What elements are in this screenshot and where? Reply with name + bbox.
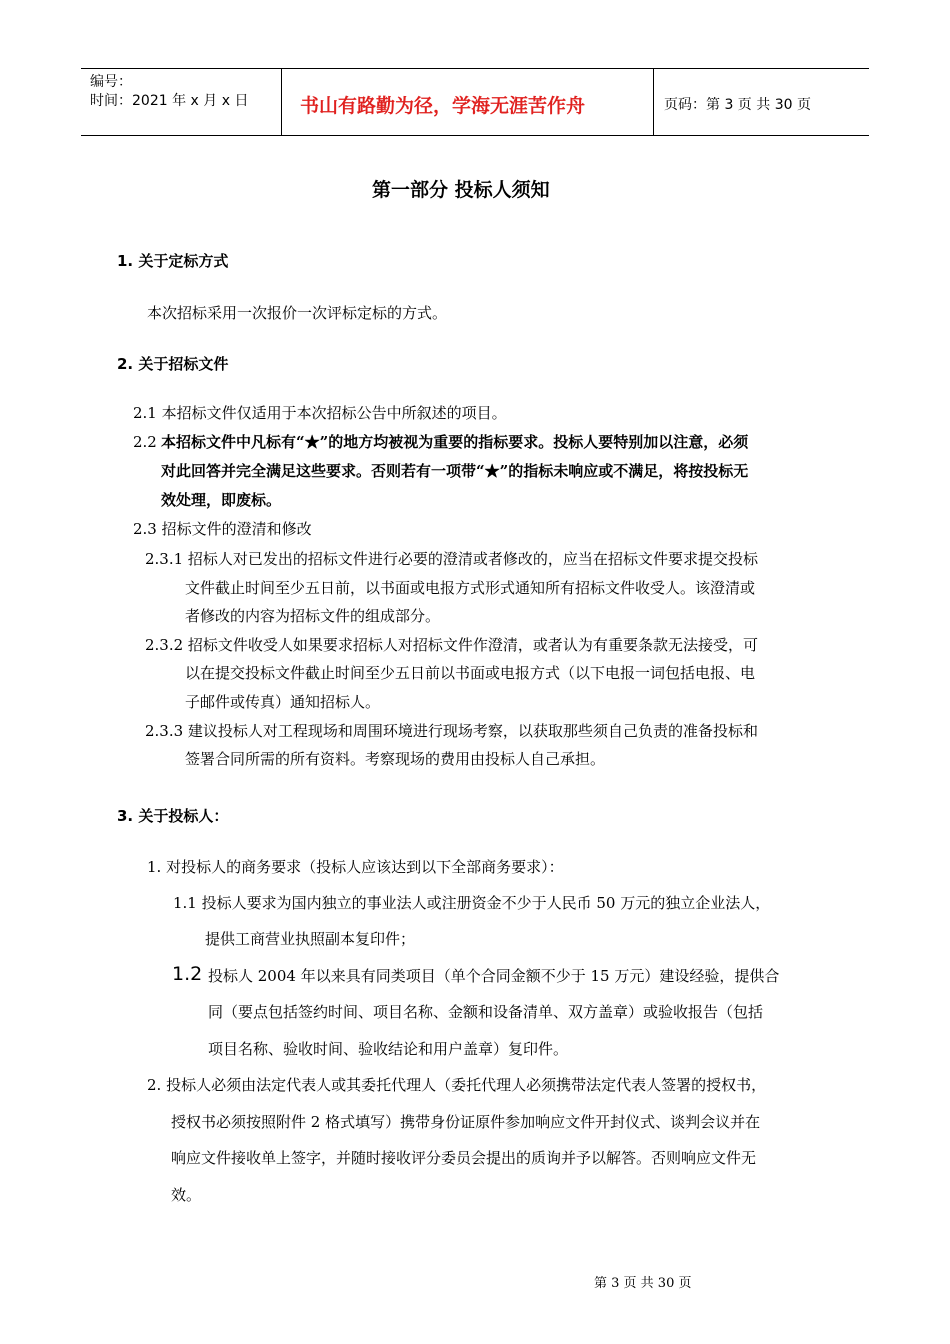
header-divider	[281, 69, 282, 135]
clause-2-3-1: 者修改的内容为招标文件的组成部分。	[185, 607, 441, 625]
clause-2-3-2: 2.3.2 招标文件收受人如果要求招标人对招标文件作澄清，或者认为有重要条款无法接受，可	[145, 636, 758, 654]
section-heading: 1. 关于定标方式	[117, 252, 229, 270]
clause-2-1: 2.1 本招标文件仅适用于本次招标公告中所叙述的项目。	[133, 404, 507, 422]
clause-2-3-1: 文件截止时间至少五日前，以书面或电报方式形式通知所有招标文件收受人。该澄清或	[185, 579, 756, 597]
clause-number: 1.2	[172, 963, 203, 985]
clause-2-3: 2.3 招标文件的澄清和修改	[133, 520, 312, 538]
header-motto: 书山有路勤为径，学海无涯苦作舟	[300, 95, 586, 117]
list-item: 提供工商营业执照副本复印件；	[205, 930, 416, 948]
clause-2-2-text: 对此回答并完全满足这些要求。否则若有一项带“★”的指标未响应或不满足，将按投标无	[161, 462, 749, 480]
clause-2-3-3: 2.3.3 建议投标人对工程现场和周围环境进行现场考察，以获取那些须自己负责的准备投标和	[145, 722, 758, 740]
list-item: 1.1 投标人要求为国内独立的事业法人或注册资金不少于人民币 50 万元的独立企业法人，	[173, 894, 771, 912]
clause-2-3-3: 签署合同所需的所有资料。考察现场的费用由投标人自己承担。	[185, 750, 606, 768]
list-item: 2. 投标人必须由法定代表人或其委托代理人（委托代理人必须携带法定代表人签署的授权书，	[147, 1076, 767, 1094]
document-date-label: 时间：2021 年 x 月 x 日	[90, 93, 249, 109]
list-item: 投标人 2004 年以来具有同类项目（单个合同金额不少于 15 万元）建设经验，提供合	[208, 967, 780, 985]
document-number-label: 编号：	[90, 74, 132, 90]
clause-2-3-2: 以在提交投标文件截止时间至少五日前以书面或电报方式（以下电报一词包括电报、电	[185, 664, 756, 682]
list-item: 效。	[171, 1186, 202, 1204]
list-item: 项目名称、验收时间、验收结论和用户盖章）复印件。	[208, 1040, 569, 1058]
header-divider	[653, 69, 654, 135]
clause-2-2-text: 本招标文件中凡标有“★”的地方均被视为重要的指标要求。投标人要特别加以注意，必须	[161, 433, 749, 451]
header-page-label: 页码：第 3 页 共 30 页	[664, 97, 811, 113]
page-title: 第一部分 投标人须知	[372, 179, 550, 201]
section-heading: 3. 关于投标人：	[117, 807, 229, 825]
clause-2-3-1: 2.3.1 招标人对已发出的招标文件进行必要的澄清或者修改的，应当在招标文件要求提交投标	[145, 550, 758, 568]
clause-2-3-2: 子邮件或传真）通知招标人。	[185, 693, 381, 711]
clause-number: 2.2	[133, 433, 157, 451]
page-footer: 第 3 页 共 30 页	[594, 1276, 692, 1291]
list-item: 同（要点包括签约时间、项目名称、金额和设备清单、双方盖章）或验收报告（包括	[208, 1003, 764, 1021]
paragraph: 本次招标采用一次报价一次评标定标的方式。	[147, 304, 448, 322]
clause-2-2-text: 效处理，即废标。	[161, 491, 282, 509]
list-item: 授权书必须按照附件 2 格式填写）携带身份证原件参加响应文件开封仪式、谈判会议并在	[171, 1113, 761, 1131]
list-item: 响应文件接收单上签字，并随时接收评分委员会提出的质询并予以解答。否则响应文件无	[171, 1149, 757, 1167]
section-heading: 2. 关于招标文件	[117, 355, 229, 373]
list-item: 1. 对投标人的商务要求（投标人应该达到以下全部商务要求）：	[147, 858, 564, 876]
